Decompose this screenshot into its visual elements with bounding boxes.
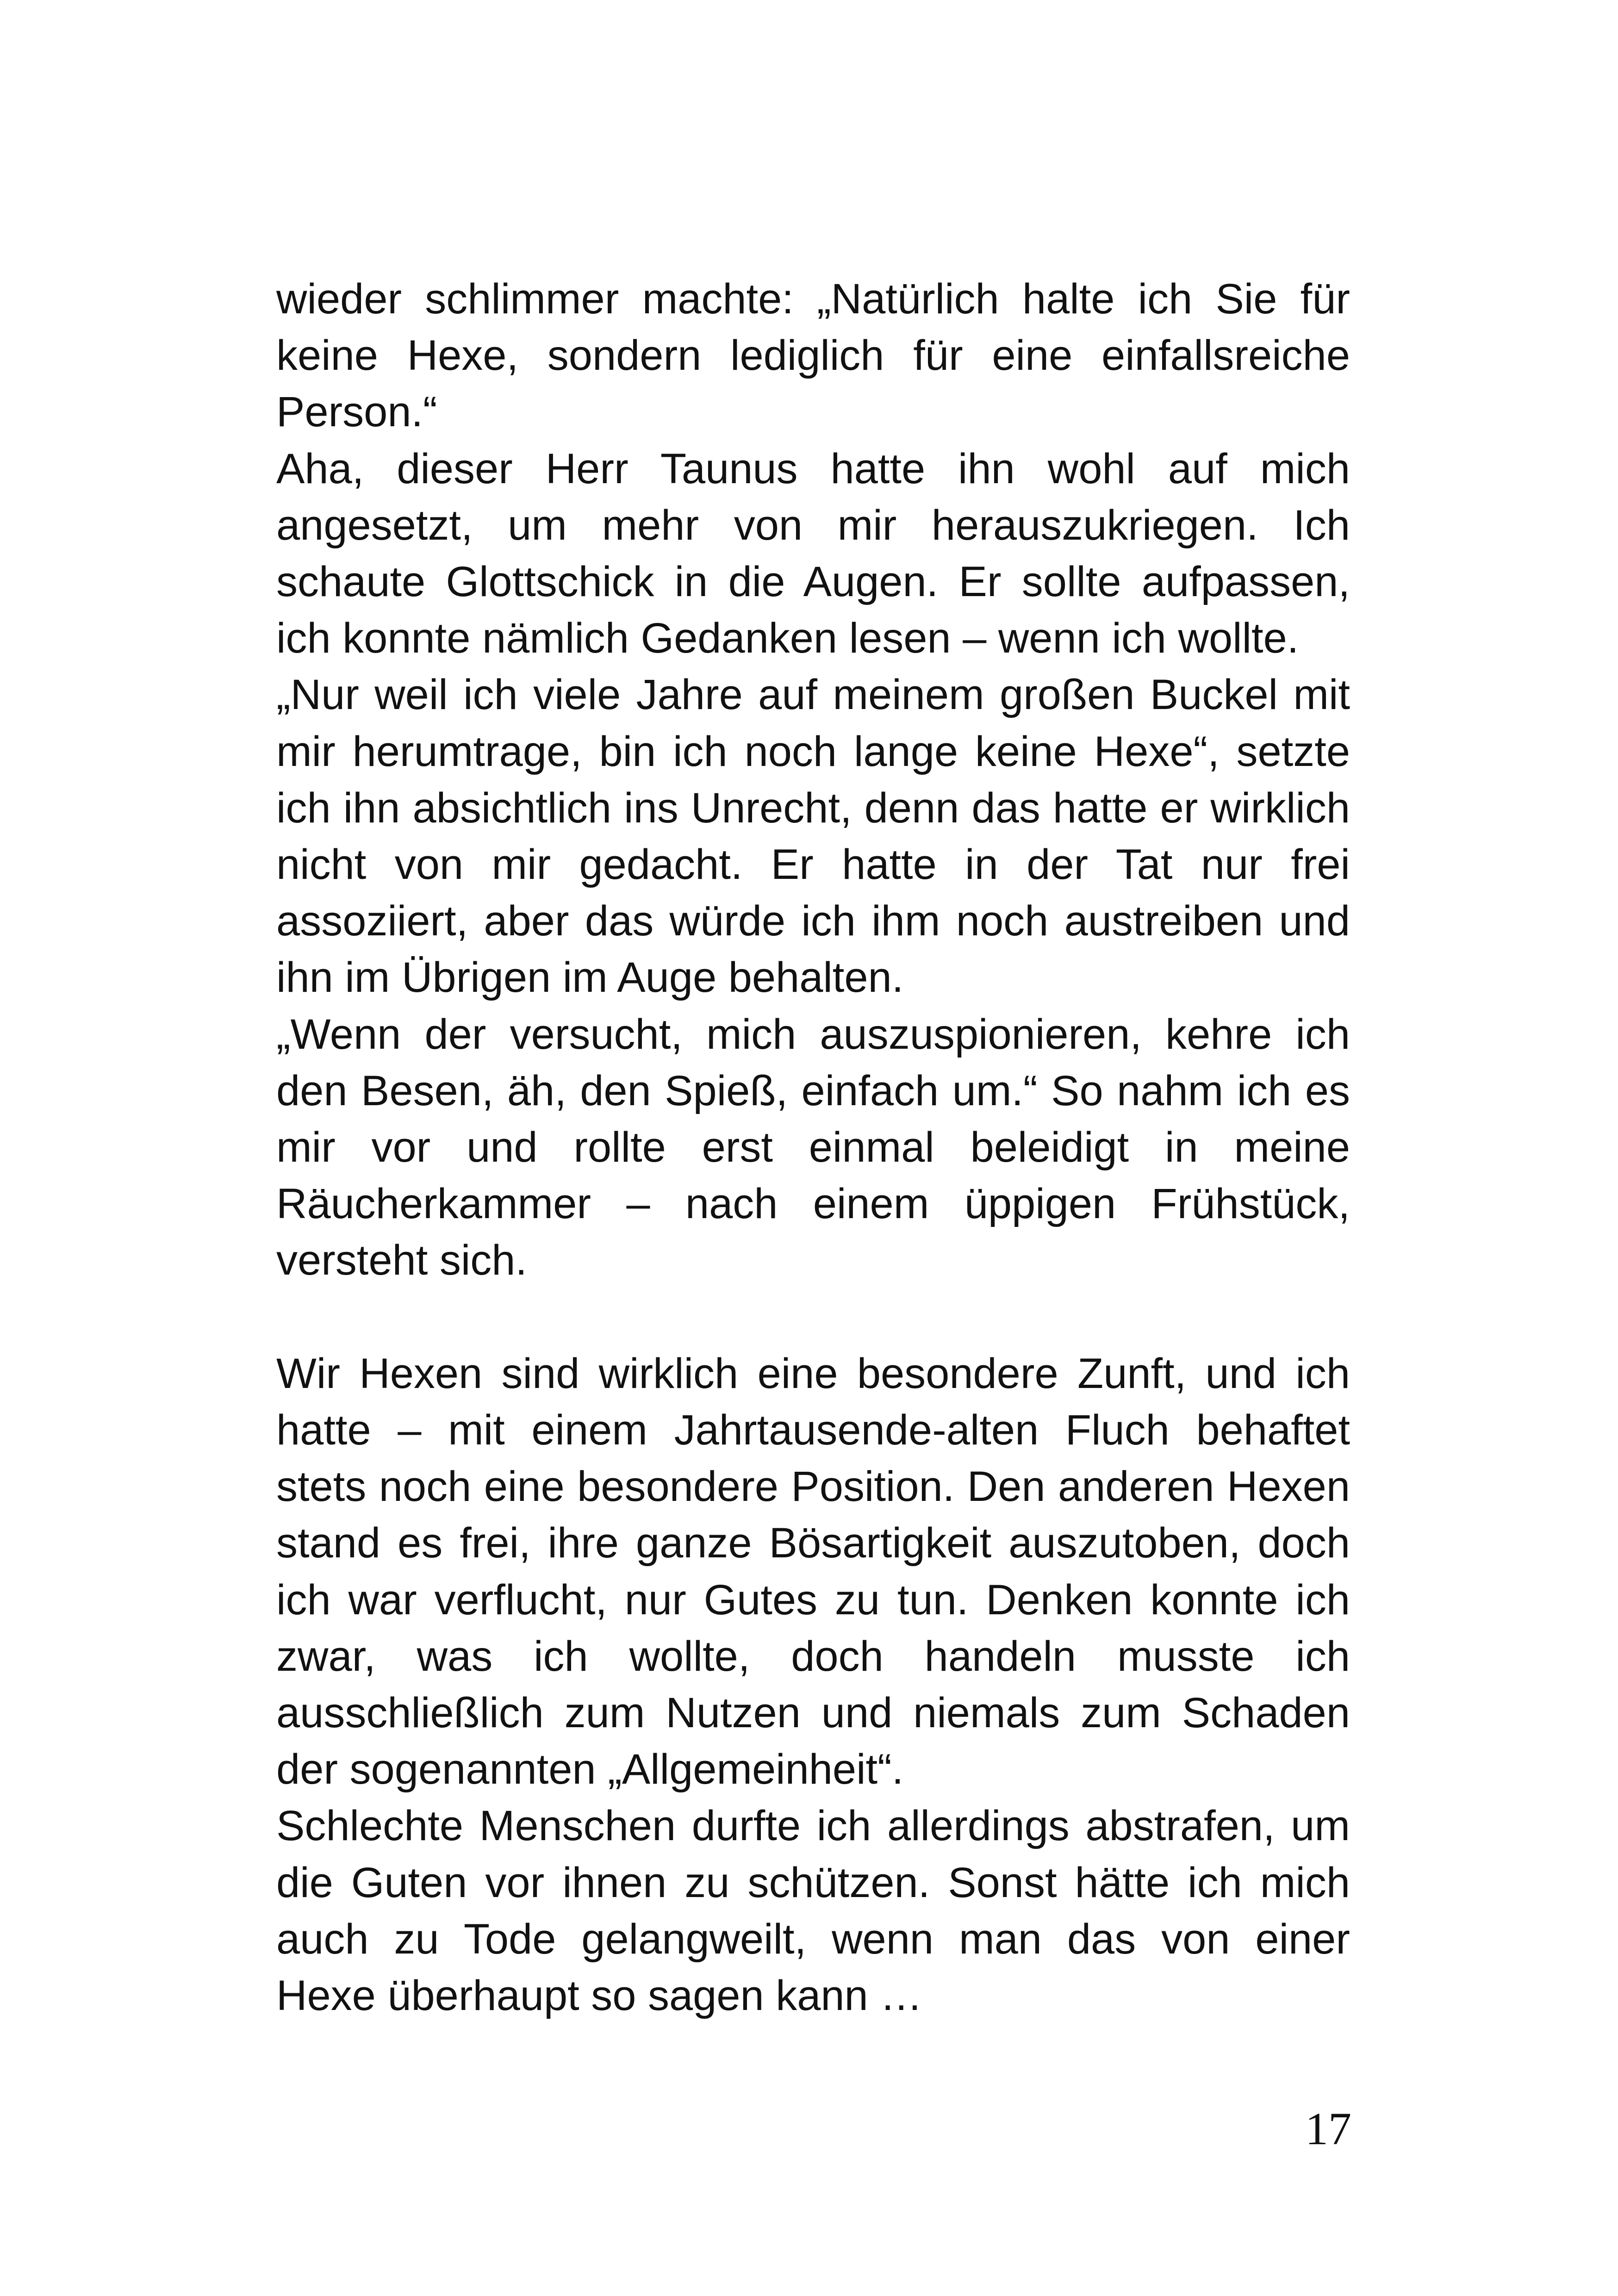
paragraph: „Nur weil ich viele Jahre auf meinem großen Buckel mit mir herumtrage, bin ich noch lange keine Hexe“, setzte ich ihn absichtlich ins Unrecht, denn das hatte er wirklich nicht von mir gedacht. Er hatte in der Tat nur frei assoziiert, aber das würde ich ihm noch austreiben und ihn im Übrigen im Auge behalten. — [276, 671, 1350, 1002]
paragraph: „Wenn der versucht, mich auszuspionieren, kehre ich den Besen, äh, den Spieß, einfach um.“ So nahm ich es mir vor und rollte erst einmal beleidigt in meine Räucherkammer – nach einem üppigen Frühstück, versteht sich. — [276, 1010, 1350, 1284]
body-text — [276, 271, 1350, 2024]
paragraph: Aha, dieser Herr Taunus hatte ihn wohl auf mich angesetzt, um mehr von mir herauszukriegen. Ich schaute Glottschick in die Augen. Er sollte aufpassen, ich konnte nämlich Gedanken lesen – wenn ich wollte. — [276, 445, 1350, 662]
paragraph: wieder schlimmer machte: „Natürlich halte ich Sie für keine Hexe, sondern lediglich für eine einfallsreiche Person.“ — [276, 275, 1350, 436]
section-break — [276, 1289, 1350, 1345]
page-number: 17 — [1305, 2103, 1351, 2154]
paragraph: Schlechte Menschen durfte ich allerdings abstrafen, um die Guten vor ihnen zu schützen. Sonst hätte ich mich auch zu Tode gelangweilt, wenn man das von einer Hexe überhaupt so sagen kann … — [276, 1802, 1350, 2020]
paragraph: Wir Hexen sind wirklich eine besondere Zunft, und ich hatte – mit einem Jahrtausende-alten Fluch behaftet stets noch eine besondere Position. Den anderen Hexen stand es frei, ihre ganze Bösartigkeit auszutoben, doch ich war verflucht, nur Gutes zu tun. Denken konnte ich zwar, was ich wollte, doch handeln musste ich ausschließlich zum Nutzen und niemals zum Schaden der sogenannten „Allgemeinheit“. — [276, 1350, 1350, 1793]
